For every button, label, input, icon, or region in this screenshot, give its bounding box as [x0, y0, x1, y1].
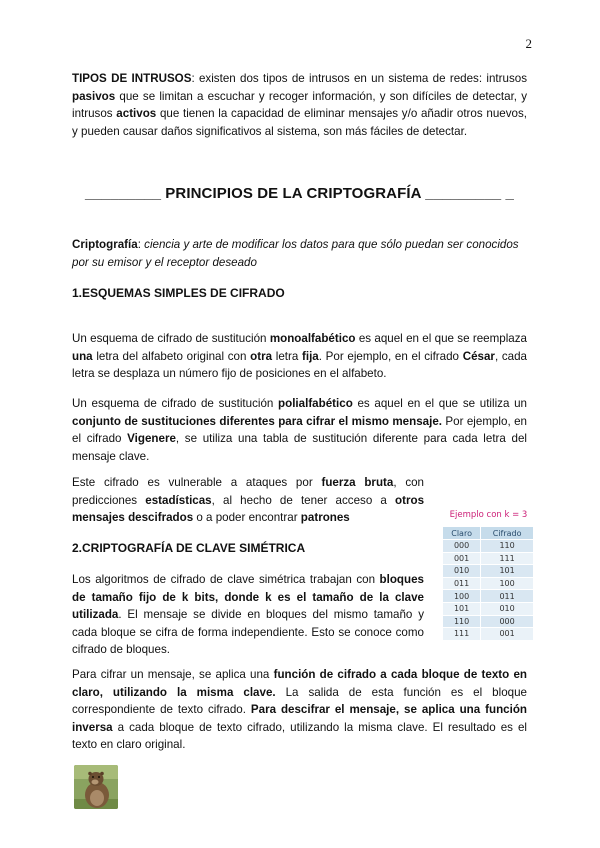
table-cell: 000: [443, 540, 480, 552]
table-row: [443, 578, 533, 590]
table-cell: 101: [443, 603, 480, 615]
table-header-row: [443, 527, 533, 539]
polyalphabetic-paragraph: Un esquema de cifrado de sustitución polialfabético es aquel en el que se utiliza un conjunto de sustituciones diferentes para cifrar el mismo mensaje. Por ejemplo, en el cifrado Vigenere, se utiliza una tabla de sustitución diferente para cada letra del mensaje clave.: [72, 397, 527, 463]
table-header-plain: Claro: [443, 527, 480, 539]
block-cipher-paragraph: Para cifrar un mensaje, se aplica una función de cifrado a cada bloque de texto en claro, utilizando la misma clave. La salida de esta función es el bloque correspondiente de texto cifrado. Para descifrar el mensaje, se aplica una función inversa a cada bloque de texto cifrado, utilizando la misma clave. El resultado es el texto en claro original.: [72, 668, 527, 751]
table-row: [443, 540, 533, 552]
table-row: [443, 603, 533, 615]
table-row: [443, 628, 533, 640]
example-caption: Ejemplo con k = 3: [449, 510, 528, 520]
table-row: [443, 590, 533, 602]
section-title: _________ PRINCIPIOS DE LA CRIPTOGRAFÍA _________ _: [85, 185, 514, 202]
definition-term: Criptografía: [72, 238, 138, 251]
definition-paragraph: Criptografía: ciencia y arte de modificar los datos para que sólo puedan ser conocidos por su emisor y el receptor deseado: [72, 238, 519, 269]
table-cell: 100: [443, 590, 480, 602]
table-cell: 001: [443, 553, 480, 565]
table-cell: 010: [443, 565, 480, 577]
groundhog-image: [74, 765, 118, 809]
table-cell: 110: [481, 540, 533, 552]
table-cell: 001: [481, 628, 533, 640]
table-row: [443, 553, 533, 565]
table-cell: 010: [481, 603, 533, 615]
table-cell: 111: [443, 628, 480, 640]
table-cell: 011: [481, 590, 533, 602]
vulnerability-paragraph: Este cifrado es vulnerable a ataques por fuerza bruta, con predicciones estadísticas, al hecho de tener acceso a otros mensajes descifrados o a poder encontrar patrones: [72, 476, 425, 524]
heading-simple-schemes: 1.ESQUEMAS SIMPLES DE CIFRADO: [72, 286, 285, 300]
table-header-cipher: Cifrado: [481, 527, 533, 539]
table-cell: 111: [481, 553, 533, 565]
table-cell: 000: [481, 616, 533, 628]
table-row: [443, 616, 533, 628]
groundhog-photo: [74, 765, 118, 809]
table-cell: 110: [443, 616, 480, 628]
symmetric-paragraph: Los algoritmos de cifrado de clave simétrica trabajan con bloques de tamaño fijo de k bits, donde k es el tamaño de la clave utilizada. El mensaje se divide en bloques del mismo tamaño y cada bloque se cifra de forma independiente. Esto se conoce como cifrado de bloques.: [72, 573, 424, 656]
table-cell: 100: [481, 578, 533, 590]
table-cell: 011: [443, 578, 480, 590]
substitution-table: [442, 526, 534, 641]
page-number: 2: [525, 36, 532, 51]
intruders-term: TIPOS DE INTRUSOS: [72, 72, 192, 85]
intruders-paragraph: TIPOS DE INTRUSOS: existen dos tipos de intrusos en un sistema de redes: intrusos pasivos que se limitan a escuchar y recoger información, y son difíciles de detectar, y intrusos activos que tienen la capacidad de eliminar mensajes y/o añadir otros nuevos, y pueden causar daños significativos al sistema, son más fáciles de detectar.: [72, 72, 527, 138]
table-cell: 101: [481, 565, 533, 577]
example-table-figure: [442, 510, 535, 641]
monoalphabetic-paragraph: Un esquema de cifrado de sustitución monoalfabético es aquel en el que se reemplaza una letra del alfabeto original con otra letra fija. Por ejemplo, en el cifrado César, cada letra se desplaza un número fijo de posiciones en el alfabeto.: [72, 332, 527, 380]
table-row: [443, 565, 533, 577]
heading-symmetric-key: 2.CRIPTOGRAFÍA DE CLAVE SIMÉTRICA: [72, 541, 306, 555]
